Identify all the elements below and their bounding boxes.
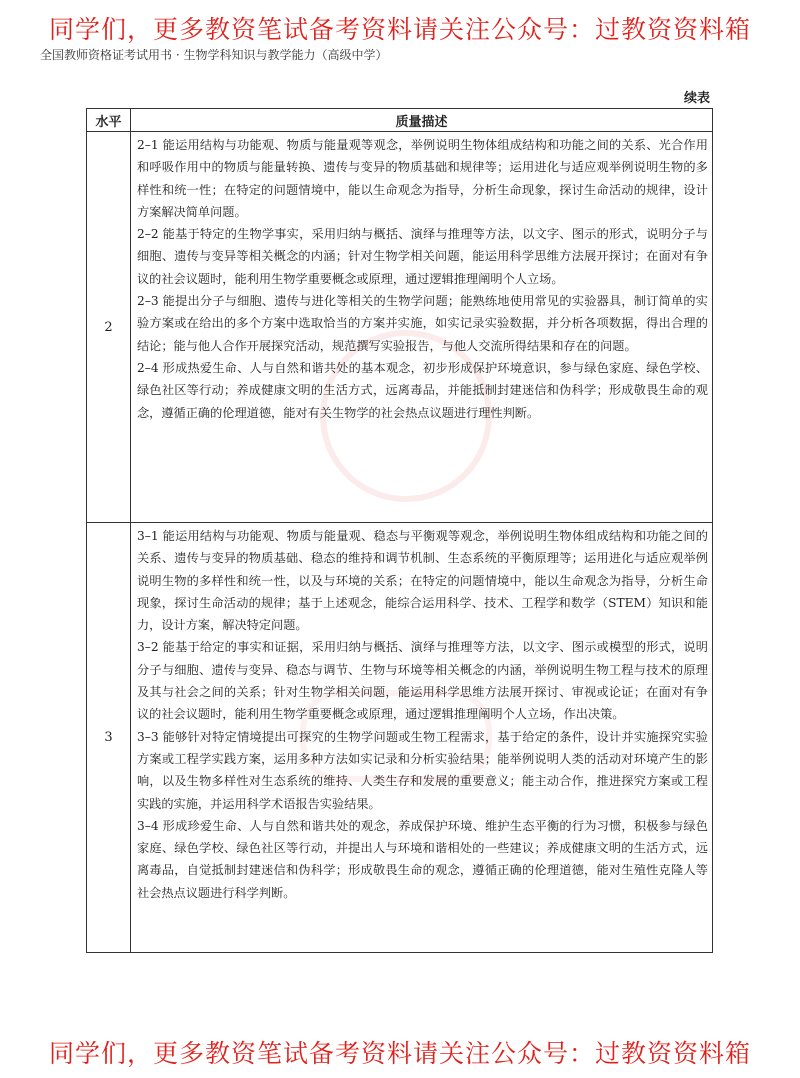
promo-banner-top: 同学们，更多教资笔试备考资料请关注公众号：过教资资料箱 [48, 15, 751, 44]
quality-item: 3–1 能运用结构与功能观、物质与能量观、稳态与平衡观等观念，举例说明生物体组成结构和功能之间的关系、遗传与变异的物质基础、稳态的维持和调节机制、生态系统的平衡原理等；运用进化与适应观举例说明生物的多样性和统一性，以及与环境的关系；在特定的问题情境中，能以生命观念为指导，分析生命现象，探讨生命活动的规律；基于上述观念，能综合运用科学、技术、工程学和数学（STEM）知识和能力，设计方案，解决特定问题。 [137, 529, 708, 633]
table-header-row [87, 109, 713, 132]
quality-item: 2–3 能提出分子与细胞、遗传与进化等相关的生物学问题；能熟练地使用常见的实验器具，制订简单的实验方案或在给出的多个方案中选取恰当的方案并实施，如实记录实验数据，并分析各项数据，得出合理的结论；能与他人合作开展探究活动，规范撰写实验报告，与他人交流所得结果和存在的问题。 [137, 294, 708, 353]
quality-item: 3–3 能够针对特定情境提出可探究的生物学问题或生物工程需求，基于给定的条件，设计并实施探究实验方案或工程学实践方案，运用多种方法如实记录和分析实验结果；能举例说明人类的活动对环境产生的影响，以及生物多样性对生态系统的维持、人类生存和发展的重要意义；能主动合作，推进探究方案或工程实践的实施，并运用科学术语报告实验结果。 [137, 729, 708, 811]
quality-item: 3–4 形成珍爱生命、人与自然和谐共处的观念，养成保护环境、维护生态平衡的行为习惯，积极参与绿色家庭、绿色学校、绿色社区等行动，并提出人与环境和谐相处的一些建议；养成健康文明的生活方式，远离毒品，自觉抵制封建迷信和伪科学；形成敬畏生命的观念，遵循正确的伦理道德，能对生殖性克隆人等社会热点议题进行科学判断。 [137, 818, 708, 900]
quality-item: 2–2 能基于特定的生物学事实，采用归纳与概括、演绎与推理等方法，以文字、图示的形式，说明分子与细胞、遗传与变异等相关概念的内涵；针对生物学相关问题，能运用科学思维方法展开探讨；在面对有争议的社会议题时，能利用生物学重要概念或原理，通过逻辑推理阐明个人立场。 [137, 227, 708, 286]
quality-level-table [86, 108, 713, 953]
book-running-header: 全国教师资格证考试用书 · 生物学科知识与教学能力（高级中学） [40, 48, 388, 62]
quality-item: 3–2 能基于给定的事实和证据，采用归纳与概括、演绎与推理等方法，以文字、图示或模型的形式，说明分子与细胞、遗传与变异、稳态与调节、生物与环境等相关概念的内涵，举例说明生物工程与技术的原理及其与社会之间的关系；针对生物学相关问题，能运用科学思维方法展开探讨、审视或论证；在面对有争议的社会议题时，能利用生物学重要概念或原理，通过逻辑推理阐明个人立场，作出决策。 [137, 640, 708, 722]
description-cell [131, 132, 713, 523]
level-cell: 3 [87, 523, 131, 953]
description-cell [131, 523, 713, 953]
level-cell: 2 [87, 132, 131, 523]
column-header-description: 质量描述 [131, 109, 713, 132]
quality-item: 2–1 能运用结构与功能观、物质与能量观等观念，举例说明生物体组成结构和功能之间的关系、光合作用和呼吸作用中的物质与能量转换、遗传与变异的物质基础和规律等；运用进化与适应观举例说明生物的多样性和统一性；在特定的问题情境中，能以生命观念为指导，分析生命现象，探讨生命活动的规律，设计方案解决简单问题。 [137, 138, 708, 219]
table-row [87, 523, 713, 953]
continued-label: 续表 [683, 91, 710, 106]
table-row [87, 132, 713, 523]
quality-item: 2–4 形成热爱生命、人与自然和谐共处的基本观念，初步形成保护环境意识，参与绿色家庭、绿色学校、绿色社区等行动；养成健康文明的生活方式，远离毒品，并能抵制封建迷信和伪科学；形成敬畏生命的观念，遵循正确的伦理道德，能对有关生物学的社会热点议题进行理性判断。 [137, 360, 708, 420]
column-header-level: 水平 [87, 109, 131, 132]
promo-banner-bottom: 同学们，更多教资笔试备考资料请关注公众号：过教资资料箱 [48, 1039, 751, 1068]
